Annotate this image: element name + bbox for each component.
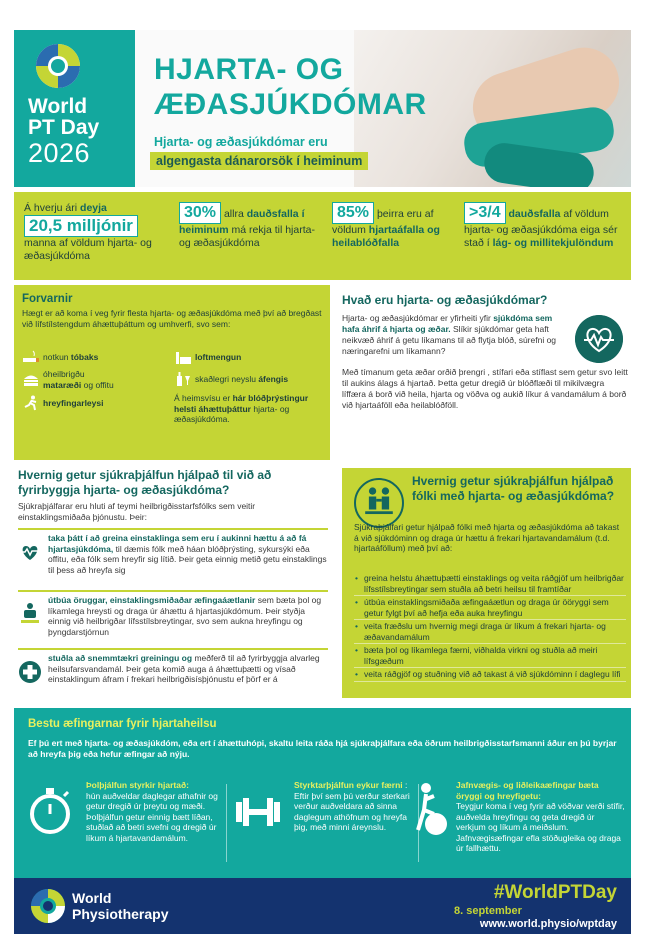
event-date: 8. september [454,905,522,917]
list-item: • veita fræðslu um hvernig megi draga úr líkum á frekari hjarta- og æðavandamálum [354,621,626,644]
prevention-section [14,285,332,460]
brand-line-2: PT Day [28,116,100,139]
brand-year: 2026 [28,138,91,168]
what-are-section [342,285,631,460]
stat-big-number: 20,5 milljónir [24,215,138,237]
risk-air-pollution [174,349,324,365]
exercise-cardio-text [86,780,226,843]
stat-big-number: >3/4 [464,202,506,224]
prevent-item-early-detection [18,648,328,698]
stat-bold: dauðsfalla [508,208,561,220]
header [14,30,631,187]
prevent-item-text [48,595,328,637]
risk-alcohol [174,371,324,387]
heart-pulse-icon [575,315,623,363]
stat-bold: hjartaáfalla og heilablóðfalla [332,224,440,249]
world-pt-day-brand [14,30,135,187]
exercise-balance-text [456,780,626,854]
hashtag: #WorldPTDay [493,882,617,903]
prevent-physio-intro: Sjúkraþjálfarar eru hluti af teymi heilbrigðisstarfsfólks sem veitir einstaklingsmiðaða þjónustu. Þeir: [18,501,256,522]
stat-three-quarters [464,202,624,250]
prevent-physio-heading: Hvernig getur sjúkraþjálfun hjálpað til við að fyrirbyggja hjarta- og æðasjúkdóma? [18,468,272,497]
infographic-page [14,30,631,934]
stat-bold: lág- og millitekjulöndum [492,237,614,249]
stat-text: Á hverju ári [24,202,78,214]
prevent-physio-section [14,468,332,698]
help-patients-heading: Hvernig getur sjúkraþjálfun hjálpað fólki með hjarta- og æðasjúkdóma? [412,474,615,503]
risk-bold: hreyfingarleysi [43,397,104,408]
factory-icon [174,349,192,365]
exercise-text: hún auðveldar daglegar athafnir og getur dregið úr þreytu og mæði. Þolþjálfun getur einnig bætt líðan, stuðlað að betri svefni og dregið úr líkum á hjartavandamálum. [86,790,218,843]
stat-percent-85 [332,202,452,250]
item-bold: taka þátt í að greina einstaklinga sem eru í aukinni hættu á að fá hjartasjúkdóma, [48,533,307,554]
website-link[interactable]: www.world.physio/wptday [479,918,617,930]
physio-exercise-icon [18,602,42,626]
what-are-heading: Hvað eru hjarta- og æðasjúkdómar? [342,293,548,307]
risk-blood-pressure [174,393,324,425]
stat-text: má rekja til hjarta- og æðasjúkdóma [179,224,315,249]
what-are-paragraph-1 [342,313,570,357]
help-patients-list [354,573,626,683]
stat-percent-30 [179,202,319,250]
risk-bold: áfengis [258,373,289,384]
risk-bold: loftmengun [195,351,242,362]
burger-icon [22,372,40,388]
risk-bold: tóbaks [70,351,99,362]
prevention-heading: Forvarnir [22,293,73,305]
exercise-title: Styrktarþjálfun eykur færni [294,780,403,790]
stat-bold: dauðsfalla í heiminum [179,208,305,236]
paragraph-bold: sjúkdóma sem hafa áhrif á hjarta og æðar. [342,313,553,334]
item-bold: stuðla að snemmtækri greiningu og [48,653,193,663]
runner-icon [22,395,40,411]
world-physiotherapy-logo-icon [30,888,66,924]
risk-bold: hár blóðþrýstingur helsti áhættuþáttur [174,393,309,414]
balance-ball-icon [404,780,456,840]
prevent-item-screening [18,528,328,584]
stat-bold: deyja [80,202,107,214]
stopwatch-icon [24,780,76,840]
prevent-item-text [48,653,328,685]
dumbbell-icon [232,780,284,840]
risk-text: notkun [43,351,69,362]
footer [14,878,631,934]
list-item: • útbúa einstaklingsmiðaða æfingaáætlun og draga úr ööryggi sem getur fylgt því að hefja eða auka hreyfingu [354,597,626,620]
paragraph-text: Slíkir sjúkdómar geta haft neikvæð áhrif á getu líkamans til að flytja blóð, súrefni og næringarefni um líkamann? [342,324,557,356]
org-line-1: World [72,890,112,906]
item-text: sem bæta þol og líkamlega hreysti og draga úr áhættu á hjartasjúkdómum. Þeir styðja einnig við heilbrigðar lífsstílsbreytingar, svo sem aukna hreyfingu og þyngdarstjórnun [48,595,322,637]
what-are-paragraph-2: Með tímanum geta æðar orðið þrengri , stífari eða stíflast sem getur svo leitt til aukins álags á hjartað. Þetta getur dregið úr blóðflæði til mikilvægra líffæra á borð við heila, hjarta og vöðva og aukið líkur á vandamálum á borð við hjartaáföll eða heilablóðföll. [342,367,628,410]
stat-text: af völdum hjarta- og æðasjúkdóma eiga sér stað í [464,208,618,249]
item-text: til dæmis fólk með háan blóðþrýsting, sykursýki eða offitu, eða fólk sem hreyfir sig lítið. Þeir geta einnig metið getu einstaklings til þess að hreyfa sig [48,543,327,575]
exercise-text: Teygjur koma í veg fyrir að vöðvar verði stífir, auðvelda hreyfingu og geta dregið úr verkjum og líkum á meiðslum. Jafnvægisæfingar efla stöðugleika og draga úr fallhættu. [456,801,625,853]
risk-text: hjarta- og æðasjúkdóma. [174,403,290,424]
subtitle-line-2: algengasta dánarorsök í heiminum [150,152,368,170]
risk-bold: mataræði [43,379,82,390]
stat-deaths [24,202,164,263]
help-patients-intro: Sjúkraþjálfari getur hjálpað fólki með hjarta og æðasjúkdóma að takast á við sjúkdóminn og draga úr hættu á frekari hjartavandamálum (t.d. hjartaáföllum) með því að: [354,522,620,553]
title-line-1: HJARTA- OG [154,53,344,86]
exercise-strength-text [294,780,416,833]
best-exercises-intro: Ef þú ert með hjarta- og æðasjúkdóm, eða ert í áhættuhópi, skaltu leita ráða hjá sjúkraþjálfara eða öðrum heilbrigðisstarfsmanni áður en þú byrjar að hreyfa þig eða hefur æfingar að nýju. [28,738,617,759]
title-line-2: ÆÐASJÚKDÓMAR [154,88,427,121]
risk-text: og offitu [83,379,114,390]
risk-tobacco [22,349,162,365]
page-title [154,52,427,122]
subtitle-line-1: Hjarta- og æðasjúkdómar eru [154,135,328,149]
world-pt-day-logo-icon [34,42,82,90]
best-exercises-section [14,708,631,878]
exercise-text: : Eftir því sem þú verður sterkari verður auðveldara að sinna daglegum athöfnum og hreyfa þig, með minni áreynslu. [294,780,410,832]
stat-text: allra [223,208,244,220]
stat-text: þeirra eru af völdum [332,208,434,236]
column-divider [226,784,227,862]
best-exercises-heading: Bestu æfingarnar fyrir hjartaheilsu [28,718,217,730]
item-text: meðferð til að fyrirbyggja alvarleg heilsufarsvandamál. Þeir geta komið auga á áhættuþætti og vísað einstaklingum áfram í frekari heilbrigðisísþjónustu ef þörf er á [48,653,320,684]
medical-cross-icon [18,660,42,684]
stats-band [14,192,631,280]
stat-text: manna af völdum hjarta- og æðasjúkdóma [24,237,152,262]
stat-big-number: 30% [179,202,221,224]
prevention-intro: Hægt er að koma í veg fyrir flesta hjarta- og æðasjúkdóma með því að bregðast við lífstílstengdum áhættuþáttum og umhverfi, svo sem: [22,308,322,329]
list-item: • veita ráðgjöf og stuðning við að takast á við sjúkdóminn í daglegu lífi [354,669,626,682]
paragraph-text: Hjarta- og æðasjúkdómar er yfirheiti yfir [342,313,491,323]
brand-line-1: World [28,95,88,118]
bottle-icon [174,371,192,387]
exercise-title: Þolþjálfun styrkir hjartað: [86,780,189,790]
list-item: • greina helstu áhættuþætti einstaklings og veita ráðgjöf um heilbrigðar lífsstílsbreytingar sem stuðla að betri heilsu til framtíðar [354,573,626,596]
heart-pulse-icon [18,540,42,564]
physio-patient-icon [354,478,404,528]
item-bold: útbúa öruggar, einstaklingsmiðaðar æfingaáætlanir [48,595,256,605]
stat-big-number: 85% [332,202,374,224]
org-line-2: Physiotherapy [72,906,169,922]
org-name [72,890,168,922]
exercise-title: Jafnvægis- og liðleikaæfingar bæta öryggi og hreyfigetu: [456,780,599,801]
brand-name [28,96,99,138]
risk-diet [22,369,167,390]
risk-inactivity [22,395,167,411]
prevent-item-exercise-plans [18,590,328,642]
cigarette-icon [22,349,40,365]
risk-text: óheilbrigðu [43,369,85,379]
prevent-item-text [48,533,328,575]
list-item: • bæta þol og líkamlega færni, viðhalda virkni og stuðla að meiri lífsgæðum [354,645,626,668]
help-patients-section [342,468,631,698]
risk-text: Á heimsvísu er [174,393,231,403]
risk-text: skaðlegri neyslu [195,373,256,384]
